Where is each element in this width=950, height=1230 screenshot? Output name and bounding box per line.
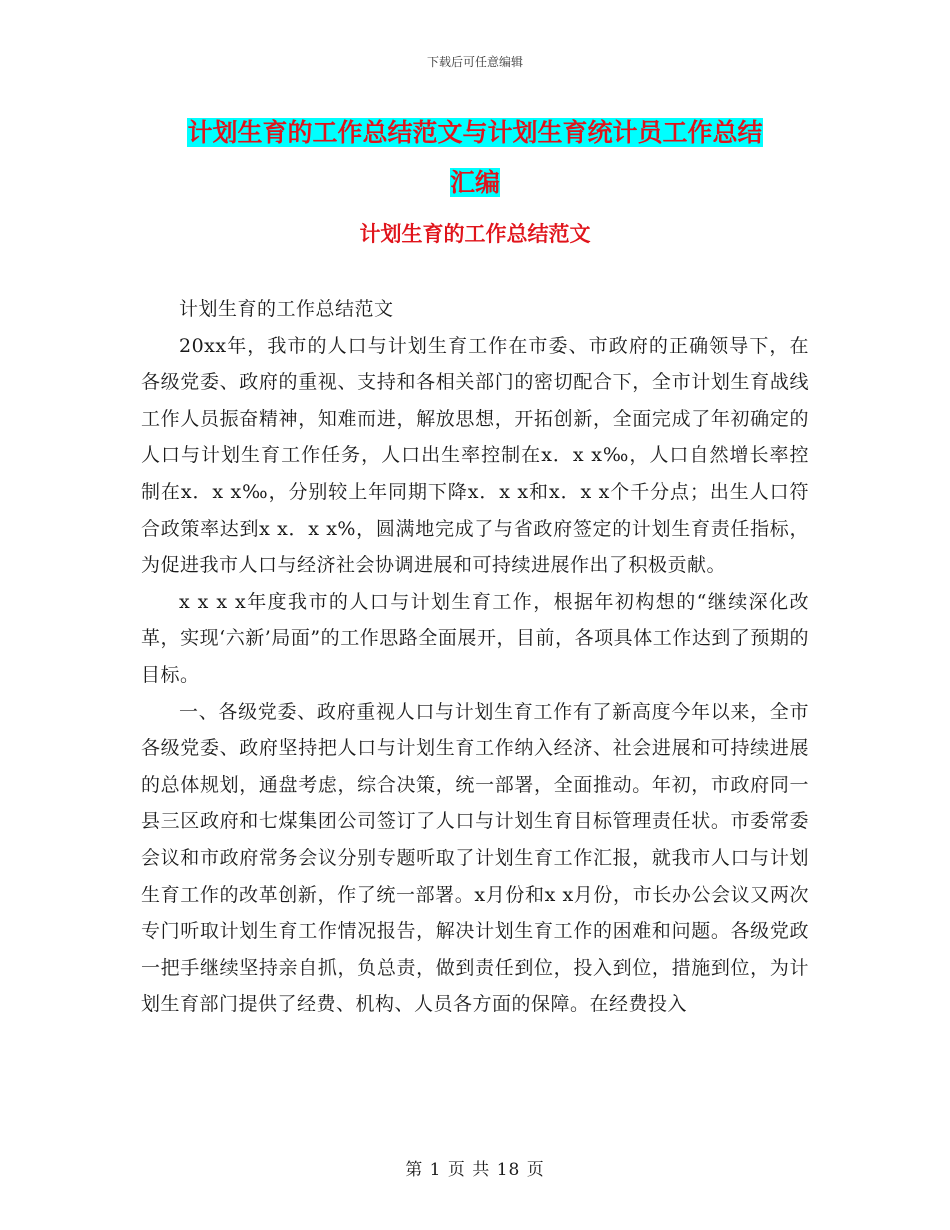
document-title-line-1: 计划生育的工作总结范文与计划生育统计员工作总结 <box>187 118 763 147</box>
paragraph: x x x x年度我市的人口与计划生育工作，根据年初构想的“继续深化改革，实现‘六新’局面”的工作思路全面展开，目前，各项具体工作达到了预期的目标。 <box>141 590 809 686</box>
paragraph: 一、各级党委、政府重视人口与计划生育工作有了新高度今年以来，全市各级党委、政府坚持把人口与计划生育工作纳入经济、社会进展和可持续进展的总体规划，通盘考虑，综合决策，统一部署，全面推动。年初，市政府同一县三区政府和七煤集团公司签订了人口与计划生育目标管理责任状。市委常委会议和市政府常务会议分别专题听取了计划生育工作汇报，就我市人口与计划生育工作的改革创新，作了统一部署。x月份和x x月份，市长办公会议又两次专门听取计划生育工作情况报告，解决计划生育工作的困难和问题。各级党政一把手继续坚持亲自抓，负总责，做到责任到位，投入到位，措施到位，为计划生育部门提供了经费、机构、人员各方面的保障。在经费投入 <box>141 700 809 1016</box>
document-title-line-2: 汇编 <box>449 168 500 197</box>
section-title: 计划生育的工作总结范文 <box>359 222 591 246</box>
paragraph-subtitle: 计划生育的工作总结范文 <box>179 298 394 320</box>
document-title <box>140 108 810 208</box>
body-text <box>141 291 809 1023</box>
page-footer: 第 1 页 共 18 页 <box>405 1160 545 1180</box>
header-note: 下载后可任意编辑 <box>426 55 523 69</box>
paragraph: 20xx年，我市的人口与计划生育工作在市委、市政府的正确领导下，在各级党委、政府的重视、支持和各相关部门的密切配合下，全市计划生育战线工作人员振奋精神，知难而进，解放思想，开拓创新，全面完成了年初确定的人口与计划生育工作任务，人口出生率控制在x．x x‰，人口自然增长率控制在x．x x‰，分别较上年同期下降x．x x和x．x x个千分点；出生人口符合政策率达到x x．x x%，圆满地完成了与省政府签定的计划生育责任指标，为促进我市人口与经济社会协调进展和可持续进展作出了积极贡献。 <box>141 334 809 577</box>
